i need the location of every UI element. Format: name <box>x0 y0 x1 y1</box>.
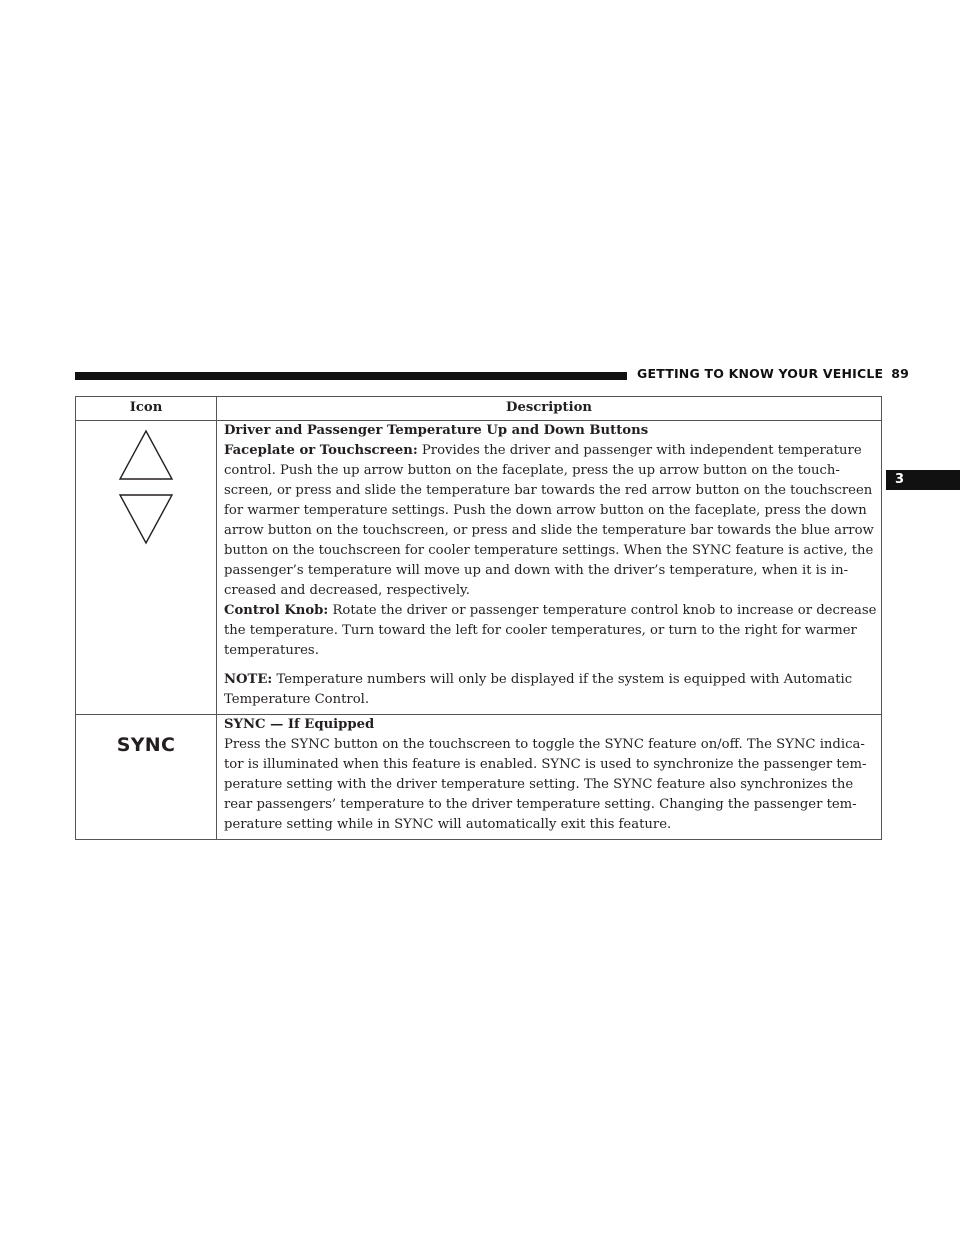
column-header-icon: Icon <box>76 397 217 421</box>
table-header-row <box>76 397 882 421</box>
paragraph-text: Provides the driver and passenger with independent temperature control. Push the up arrow button on the faceplate, press the up arrow button on the touch-screen, or press and slide the temperature bar towards the red arrow button on the touchscreen for warmer temperature settings. Push the down arrow button on the faceplate, press the down arrow button on the touchscreen, or press and slide the temperature bar towards the blue arrow button on the touchscreen for cooler temperature settings. When the SYNC feature is active, the passenger’s temperature will move up and down with the driver’s temperature, when it is in-creased and decreased, respectively. <box>224 443 874 598</box>
table-row <box>76 421 882 715</box>
column-header-description: Description <box>217 397 882 421</box>
description-cell <box>217 715 882 840</box>
paragraph-label: Control Knob: <box>224 603 329 618</box>
icon-cell <box>76 421 217 715</box>
note-label: NOTE: <box>224 672 273 687</box>
running-header <box>637 366 910 384</box>
climate-controls-table <box>75 396 882 840</box>
down-arrow-icon <box>120 495 172 543</box>
row-title: Driver and Passenger Temperature Up and Down Buttons <box>224 423 649 438</box>
note-text: Temperature numbers will only be displayed if the system is equipped with Automatic Temperature Control. <box>224 672 853 707</box>
chapter-tab: 3 <box>886 470 960 490</box>
page-number: 89 <box>891 366 910 381</box>
header-rule <box>75 372 627 380</box>
row-title: SYNC — If Equipped <box>224 717 375 732</box>
up-arrow-icon <box>120 431 172 479</box>
section-title: GETTING TO KNOW YOUR VEHICLE <box>637 366 884 381</box>
sync-icon: SYNC <box>116 734 176 756</box>
sync-paragraph: Press the SYNC button on the touchscreen to toggle the SYNC feature on/off. The SYNC indica-tor is illuminated when this feature is enabled. SYNC is used to synchronize the passenger tem-perature setting with the driver temperature setting. The SYNC feature also synchronizes the rear passengers’ temperature to the driver temperature setting. Changing the passenger tem-perature setting while in SYNC will automatically exit this feature. <box>224 737 867 832</box>
note-paragraph <box>224 670 877 710</box>
icon-cell <box>76 715 217 840</box>
paragraph-text: Rotate the driver or passenger temperature control knob to increase or decrease the temperature. Turn toward the left for cooler temperatures, or turn to the right for warmer temperatures. <box>224 603 877 658</box>
faceplate-paragraph <box>224 441 877 601</box>
temperature-arrows-icon <box>76 428 216 546</box>
control-knob-paragraph <box>224 601 877 661</box>
table-row <box>76 715 882 840</box>
paragraph-label: Faceplate or Touchscreen: <box>224 443 418 458</box>
description-cell <box>217 421 882 715</box>
